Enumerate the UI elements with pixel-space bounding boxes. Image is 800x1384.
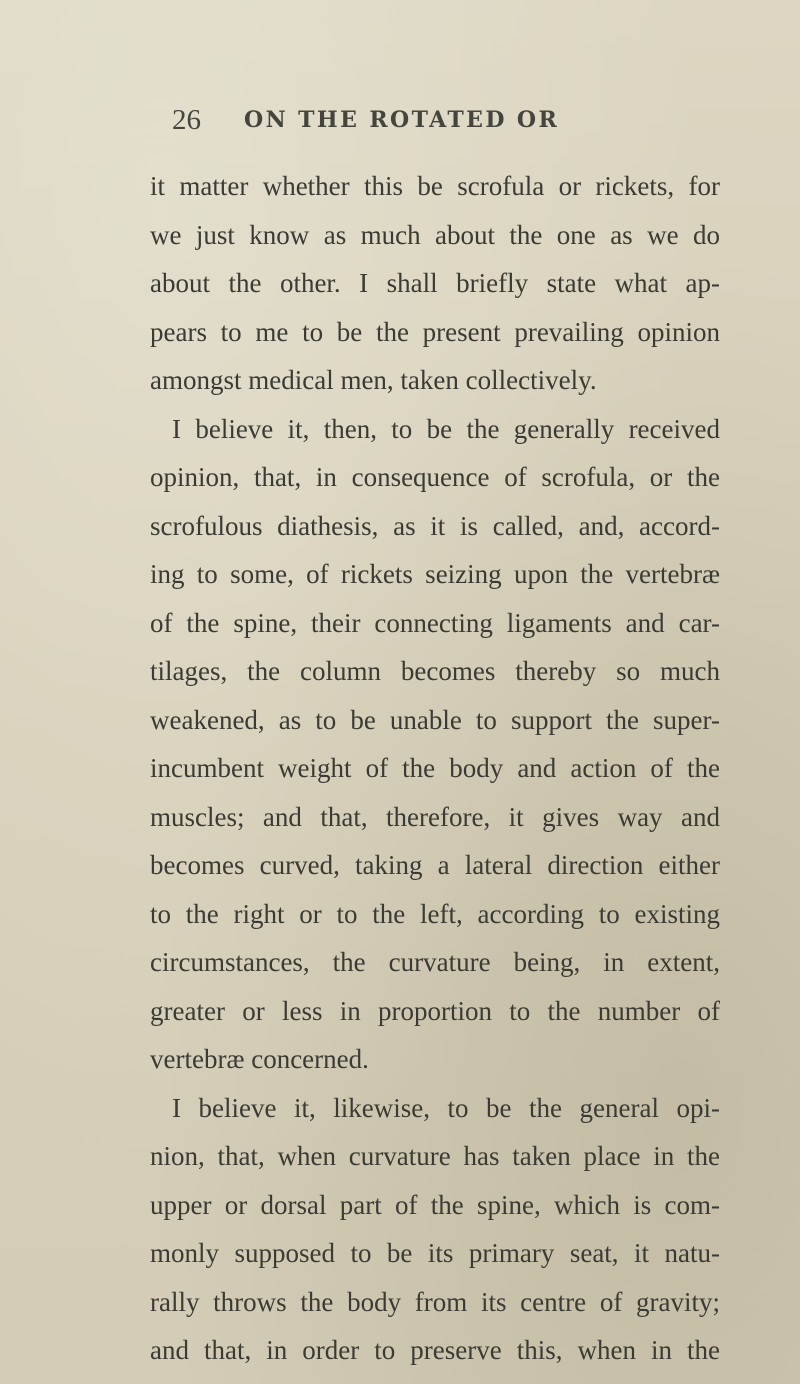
text-line: becomes curved, taking a lateral direction either	[150, 850, 720, 880]
page-header	[0, 104, 800, 144]
text-line: monly supposed to be its primary seat, it natu-	[150, 1238, 720, 1268]
text-line: greater or less in proportion to the number of	[150, 995, 720, 1026]
page-number: 26	[172, 104, 201, 136]
text-line: circumstances, the curvature being, in extent,	[150, 947, 720, 977]
text-line: muscles; and that, therefore, it gives way and	[150, 801, 720, 832]
text-line: to the right or to the left, according to existing	[150, 898, 720, 929]
text-line: rally throws the body from its centre of gravity;	[150, 1286, 720, 1317]
text-line: we just know as much about the one as we do	[150, 219, 720, 250]
text-line: nion, that, when curvature has taken place in the	[150, 1141, 720, 1171]
text-line: it matter whether this be scrofula or rickets, for	[150, 171, 720, 201]
running-head: ON THE ROTATED OR	[244, 107, 560, 133]
text-line: pears to me to be the present prevailing opinion	[150, 316, 720, 347]
text-line: upper or dorsal part of the spine, which is com-	[150, 1189, 720, 1220]
text-line: weakened, as to be unable to support the super-	[150, 704, 720, 735]
text-line: vertebræ concerned.	[150, 1044, 369, 1074]
text-line: scrofulous diathesis, as it is called, and, accord-	[150, 510, 720, 541]
text-line: tilages, the column becomes thereby so much	[150, 656, 720, 686]
text-line: amongst medical men, taken collectively.	[150, 365, 597, 395]
text-line: incumbent weight of the body and action of the	[150, 753, 720, 783]
text-line: ing to some, of rickets seizing upon the vertebræ	[150, 559, 720, 589]
text-line: of the spine, their connecting ligaments and car-	[150, 607, 720, 638]
text-line: opinion, that, in consequence of scrofula, or the	[150, 462, 720, 492]
text-line: and that, in order to preserve this, when in the	[150, 1335, 720, 1365]
text-line: about the other. I shall briefly state what ap-	[150, 268, 720, 298]
text-line: I believe it, then, to be the generally received	[172, 413, 720, 444]
body-text	[150, 162, 720, 1375]
text-line: I believe it, likewise, to be the general opi-	[172, 1092, 720, 1123]
